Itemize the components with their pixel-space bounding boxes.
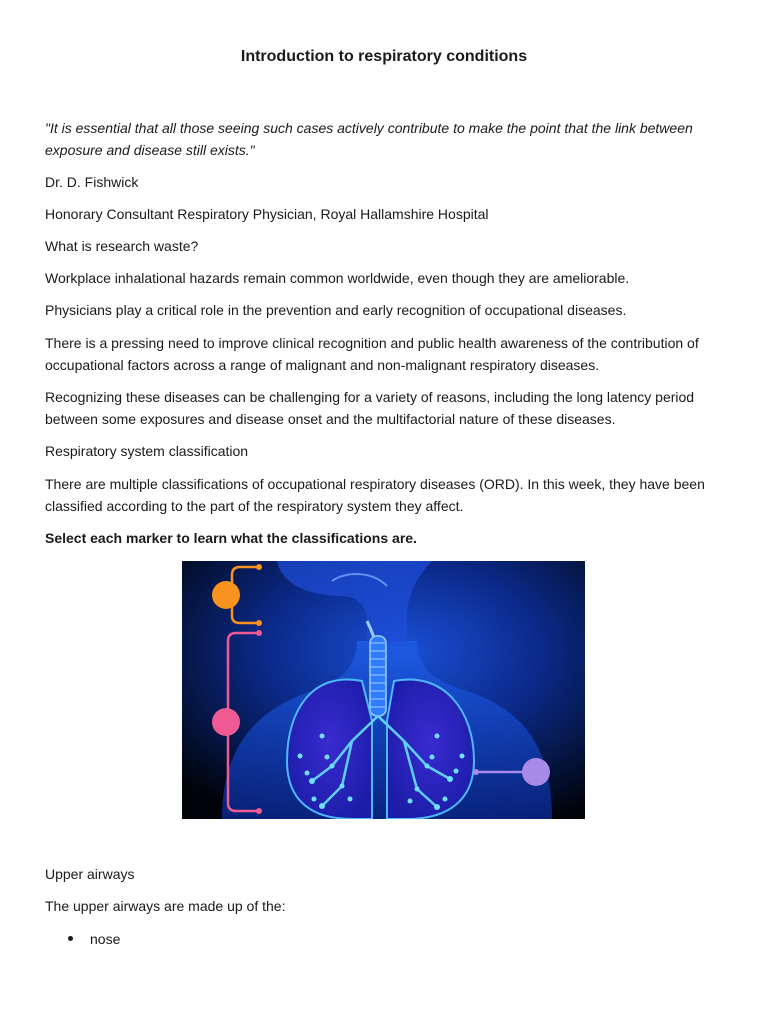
paragraph-physicians: Physicians play a critical role in the prevention and early recognition of occupational diseases. (45, 302, 627, 318)
heading-research-waste: What is research waste? (45, 238, 199, 254)
page-title: Introduction to respiratory conditions (240, 48, 528, 65)
lung-parenchyma-marker[interactable] (522, 758, 550, 786)
instruction: Select each marker to learn what the classifications are. (45, 530, 417, 546)
respiratory-illustration (182, 561, 585, 819)
paragraph-need: There is a pressing need to improve clinical recognition and public health awareness of the contribution of occupational factors across a range of malignant and non-malignant respiratory diseases. (45, 335, 699, 373)
list-item-label: nose (90, 931, 121, 947)
heading-classification: Respiratory system classification (45, 443, 249, 459)
bullet-icon (68, 936, 73, 941)
paragraph-recognizing: Recognizing these diseases can be challenging for a variety of reasons, including the long latency period between some exposures and disease onset and the multifactorial nature of these diseases. (45, 389, 695, 427)
paragraph-classifications: There are multiple classifications of occupational respiratory diseases (ORD). In this week, they have been classified according to the part of the respiratory system they affect. (45, 476, 705, 514)
paragraph-hazards: Workplace inhalational hazards remain common worldwide, even though they are ameliorable. (45, 270, 630, 286)
quote: "It is essential that all those seeing such cases actively contribute to make the point that the link between exposure and disease still exists." (45, 120, 693, 158)
list-item (45, 928, 120, 950)
author-role: Honorary Consultant Respiratory Physician, Royal Hallamshire Hospital (45, 206, 489, 222)
paragraph-upper-airways: The upper airways are made up of the: (45, 898, 286, 914)
lower-airways-marker[interactable] (212, 708, 240, 736)
heading-upper-airways: Upper airways (45, 866, 135, 882)
respiratory-system-image (182, 561, 585, 819)
upper-airways-list (45, 928, 120, 950)
quote-author: Dr. D. Fishwick (45, 174, 139, 190)
upper-airways-marker[interactable] (212, 581, 240, 609)
